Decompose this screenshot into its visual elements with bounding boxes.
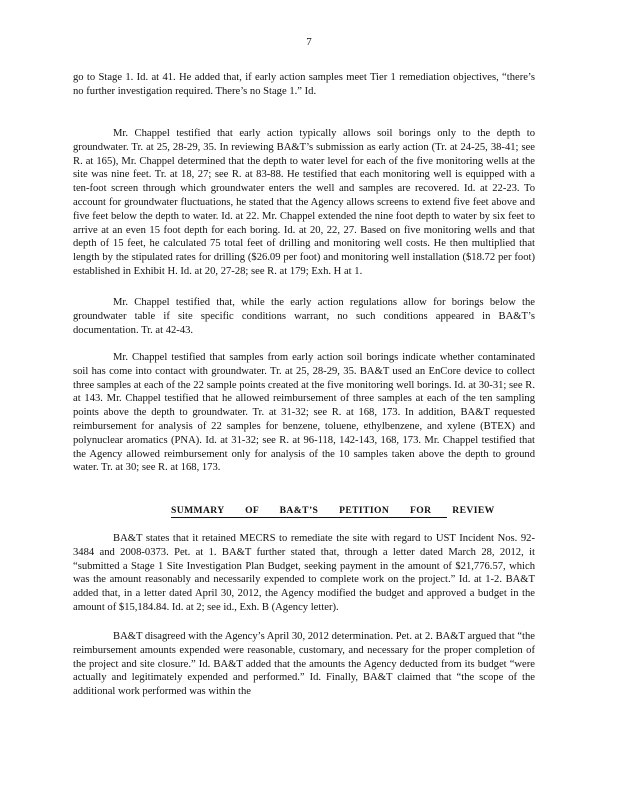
heading-underline [171,517,447,518]
paragraph-text: Mr. Chappel testified that early action typically allows soil borings only to the depth to groundwater. Tr. at 25, 28-29, 35. In reviewing BA&T’s submission as early action (Tr. at 24-25, 38-41; see R. at 165), Mr. Chappel determined that the depth to water level for each of the five monitoring wells at the site was nine feet. Tr. at 18, 27; see R. at 83-88. He testified that each monitoring well is equipped with a ten-foot screen through which groundwater enters the well and samples are recovered. Id. at 22-23. To account for groundwater fluctuations, he stated that the Agency allows screens to extend five feet above and five feet below the depth to water. Id. at 22. Mr. Chappel extended the nine foot depth to water by six feet to arrive at an even 15 foot depth for each boring. Id. at 20, 22, 27. Based on five monitoring wells and that depth of 15 feet, he calculated 75 total feet of drilling and monitoring well costs. He then multiplied that length by the stipulated rates for drilling ($26.09 per foot) and monitoring well installation ($18.72 per foot) established in Exhibit H. Id. at 20, 27-28; see R. at 179; Exh. H at 1. [73,128,535,277]
paragraph-continuation [73,71,535,99]
paragraph-disagreement [73,630,535,699]
page-number: 7 [306,36,312,48]
paragraph-petition-summary [73,532,535,615]
paragraph-soil-samples [73,351,535,475]
paragraph-text: go to Stage 1. Id. at 41. He added that, if early action samples meet Tier 1 remediation objectives, “there’s no further investigation required. There’s no Stage 1.” Id. [73,72,535,97]
section-heading: SUMMARY OF BA&T’S PETITION FOR REVIEW [171,505,495,516]
paragraph-text: Mr. Chappel testified that samples from early action soil borings indicate whether contaminated soil has come into contact with groundwater. Tr. at 25, 28-29, 35. BA&T used an EnCore device to collect three samples at each of the 22 sample points created at the five monitoring well borings. Id. at 30-31; see R. at 143. Mr. Chappel testified that he allowed reimbursement of three samples at each of the ten sampling points above the depth to groundwater. Tr. at 31-32; see R. at 168, 173. In addition, BA&T requested reimbursement for analysis of 22 samples for benzene, toluene, ethylbenzene, and xylene (BTEX) and polynuclear aromatics (PNA). Id. at 31-32; see R. at 96-118, 142-143, 168, 173. Mr. Chappel testified that the Agency allowed reimbursement only for analysis of the 10 samples taken above the depth to ground water. Tr. at 30; see R. at 168, 173. [73,352,535,474]
paragraph-text: Mr. Chappel testified that, while the early action regulations allow for borings below the groundwater table if site specific conditions warrant, no such conditions appeared in BA&T’s documentation. Tr. at 42-43. [73,297,535,336]
paragraph-text: BA&T states that it retained MECRS to remediate the site with regard to UST Incident Nos. 92-3484 and 2008-0373. Pet. at 1. BA&T further stated that, through a letter dated March 28, 2012, it “submitted a Stage 1 Site Investigation Plan Budget, seeking payment in the amount of $21,776.57, which was the amount reasonably and necessarily expended to complete work on the project.” Id. at 1-2. BA&T added that, in a letter dated April 30, 2012, the Agency modified the budget and approved a budget in the amount of $15,184.84. Id. at 2; see id., Exh. B (Agency letter). [73,533,535,613]
paragraph-text: BA&T disagreed with the Agency’s April 30, 2012 determination. Pet. at 2. BA&T argued that “the reimbursement amounts expended were reasonable, customary, and necessary for the proper completion of the project and site closure.” Id. BA&T added that the amounts the Agency deducted from its budget “were actually and legitimately expended and performed.” Id. Finally, BA&T claimed that “the scope of the additional work performed was within the [73,631,535,698]
paragraph-depth-to-groundwater [73,127,535,279]
paragraph-site-specific-conditions [73,296,535,337]
